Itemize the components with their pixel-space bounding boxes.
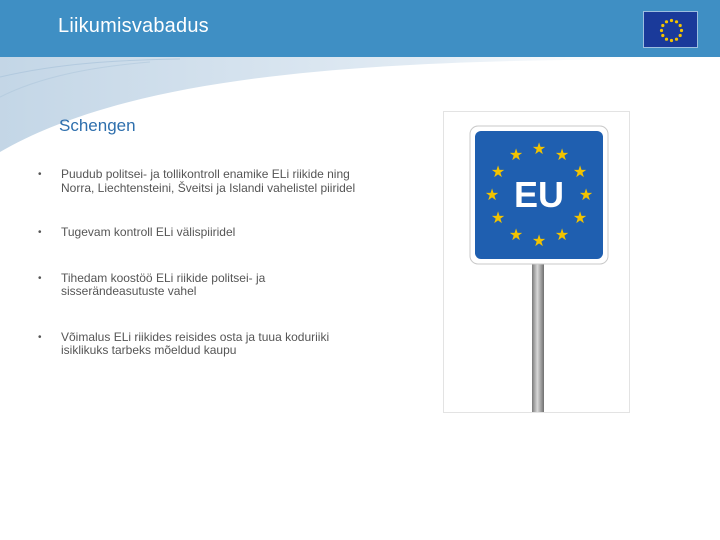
bullet-icon: • (38, 272, 42, 284)
svg-text:★: ★ (490, 208, 506, 227)
list-item (38, 168, 358, 195)
svg-text:★: ★ (484, 185, 500, 204)
bullet-text: Tugevam kontroll ELi välispiiridel (61, 225, 236, 239)
svg-text:★: ★ (531, 231, 547, 250)
list-item (38, 272, 358, 299)
section-subtitle: Schengen (59, 116, 136, 135)
bullet-icon: • (38, 331, 42, 343)
bullet-text: Tihedam koostöö ELi riikide politsei- ja sisserändeasutuste vahel (61, 270, 266, 298)
svg-text:★: ★ (531, 139, 547, 158)
eu-border-sign-icon (444, 112, 631, 414)
slide-title: Liikumisvabadus (58, 15, 209, 37)
svg-text:★: ★ (572, 162, 588, 181)
bullet-icon: • (38, 169, 42, 180)
svg-text:★: ★ (554, 145, 570, 164)
svg-text:★: ★ (508, 145, 524, 164)
header-bar (0, 0, 720, 57)
svg-text:★: ★ (572, 208, 588, 227)
bullet-list (38, 168, 358, 358)
bullet-icon: • (38, 227, 42, 238)
bullet-text: Võimalus ELi riikides reisides osta ja tuua koduriiki isiklikuks tarbeks mõeldud kaupu (61, 329, 330, 357)
list-item (38, 331, 358, 358)
svg-text:★: ★ (554, 225, 570, 244)
svg-text:★: ★ (578, 185, 594, 204)
eu-flag-icon (643, 11, 698, 48)
svg-text:★: ★ (490, 162, 506, 181)
svg-text:★: ★ (508, 225, 524, 244)
sign-text: EU (513, 174, 565, 215)
eu-border-sign-image (443, 111, 630, 413)
list-item (38, 226, 358, 240)
bullet-text: Puudub politsei- ja tollikontroll enamike ELi riikide ning Norra, Liechtensteini, Šveitsi ja Islandi vahelistel piiridel (61, 167, 356, 195)
